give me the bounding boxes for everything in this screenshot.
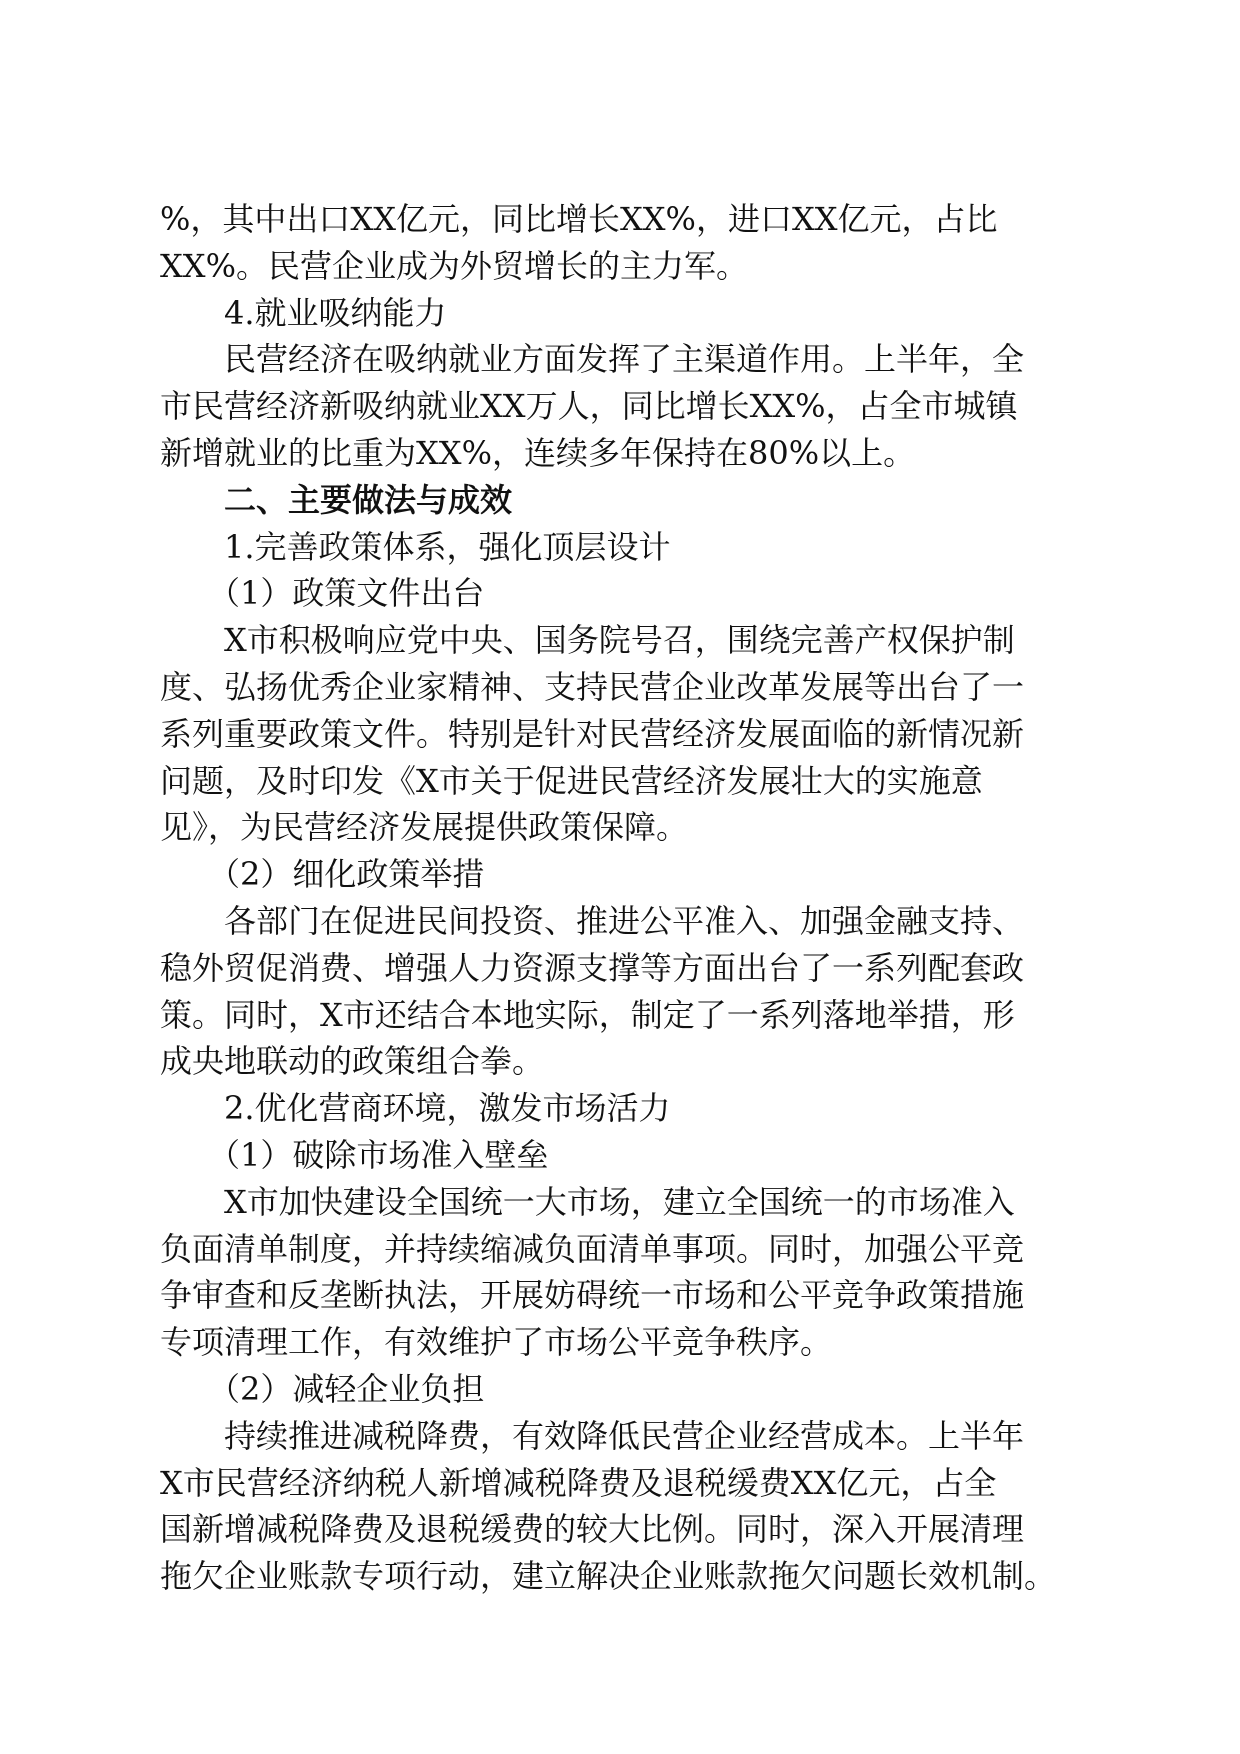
text-line: 国新增减税降费及退税缓费的较大比例。同时，深入开展清理 xyxy=(160,1510,1025,1549)
paragraph-foreign-trade-continuation xyxy=(160,196,1080,290)
paragraph-refine-measures xyxy=(160,898,1080,1085)
text-line: XX%。民营企业成为外贸增长的主力军。 xyxy=(160,246,748,285)
text-line: 见》，为民营经济发展提供政策保障。 xyxy=(160,808,689,847)
text-line: 民营经济在吸纳就业方面发挥了主渠道作用。上半年，全 xyxy=(224,340,1025,379)
subheading-policy-system: 1.完善政策体系，强化顶层设计 xyxy=(224,527,671,566)
text-line: 系列重要政策文件。特别是针对民营经济发展面临的新情况新 xyxy=(160,714,1025,753)
text-line: %，其中出口XX亿元，同比增长XX%，进口XX亿元，占比 xyxy=(160,200,998,238)
item-market-access: （1）破除市场准入壁垒 xyxy=(208,1135,549,1174)
paragraph-employment xyxy=(160,336,1080,476)
text-line: 拖欠企业账款专项行动，建立解决企业账款拖欠问题长效机制。 xyxy=(160,1557,1057,1596)
text-line: 新增就业的比重为XX%，连续多年保持在80%以上。 xyxy=(160,433,916,472)
text-line: 争审查和反垄断执法，开展妨碍统一市场和公平竞争政策措施 xyxy=(160,1276,1025,1315)
text-line: 专项清理工作，有效维护了市场公平竞争秩序。 xyxy=(160,1323,833,1362)
text-line: 度、弘扬优秀企业家精神、支持民营企业改革发展等出台了一 xyxy=(160,667,1025,706)
text-line: X市积极响应党中央、国务院号召，围绕完善产权保护制 xyxy=(224,621,1015,660)
item-refine-measures: （2）细化政策举措 xyxy=(208,855,485,894)
section-heading-main-practices: 二、主要做法与成效 xyxy=(224,480,513,519)
item-policy-documents: （1）政策文件出台 xyxy=(208,574,485,613)
document-body xyxy=(160,196,1080,1600)
subheading-employment-capacity: 4.就业吸纳能力 xyxy=(224,293,447,332)
text-line: 持续推进减税降费，有效降低民营企业经营成本。上半年 xyxy=(224,1416,1025,1455)
paragraph-reduce-burden xyxy=(160,1413,1080,1600)
text-line: X市民营经济纳税人新增减税降费及退税缓费XX亿元，占全 xyxy=(160,1463,997,1502)
paragraph-policy-documents xyxy=(160,617,1080,851)
text-line: 市民营经济新吸纳就业XX万人，同比增长XX%，占全市城镇 xyxy=(160,387,1018,426)
item-reduce-burden: （2）减轻企业负担 xyxy=(208,1369,485,1408)
text-line: X市加快建设全国统一大市场，建立全国统一的市场准入 xyxy=(224,1182,1015,1221)
text-line: 各部门在促进民间投资、推进公平准入、加强金融支持、 xyxy=(224,901,1025,940)
subheading-business-environment: 2.优化营商环境，激发市场活力 xyxy=(224,1089,671,1128)
text-line: 负面清单制度，并持续缩减负面清单事项。同时，加强公平竞 xyxy=(160,1229,1025,1268)
text-line: 成央地联动的政策组合拳。 xyxy=(160,1042,545,1081)
paragraph-market-access xyxy=(160,1179,1080,1366)
text-line: 稳外贸促消费、增强人力资源支撑等方面出台了一系列配套政 xyxy=(160,948,1025,987)
text-line: 策。同时，X市还结合本地实际，制定了一系列落地举措，形 xyxy=(160,995,1015,1034)
text-line: 问题，及时印发《X市关于促进民营经济发展壮大的实施意 xyxy=(160,761,983,800)
